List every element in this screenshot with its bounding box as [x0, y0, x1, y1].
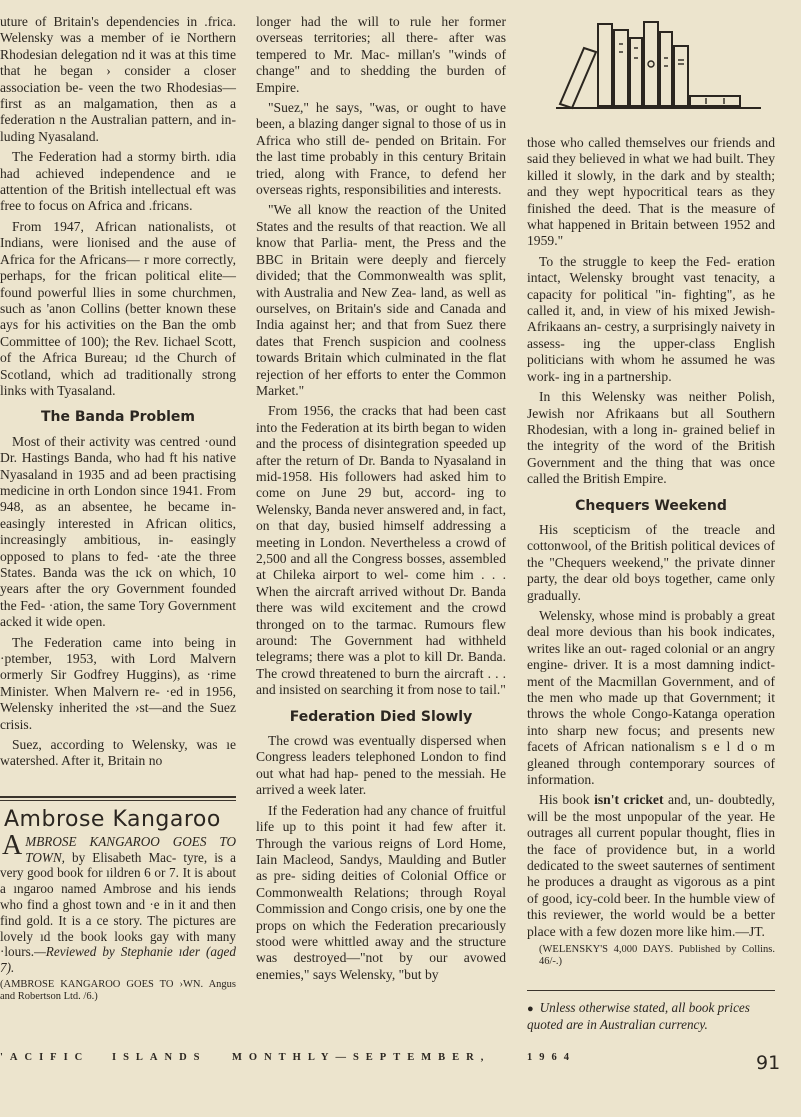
paragraph: In this Welensky was neither Polish, Jewish nor Afrikaans but all Southern Rhodesian, with a long in- grained belief in the integrity of the word of the British Government and the thing that was once called the British Empire.: [527, 389, 775, 487]
books-illustration: [556, 18, 761, 113]
leaning-book-icon: [560, 48, 596, 108]
section-divider: [0, 796, 236, 798]
footer-monthly: MONTHLY—SEPTEMBER,: [232, 1052, 491, 1063]
book-spine-icon: [660, 32, 672, 106]
review-title: Ambrose Kangaroo: [4, 807, 221, 832]
paragraph: If the Federation had any chance of fruitful life up to this point it had few after it. Through the various reigns of Lord Home, Iain Macleod, Sandys, Maulding and Butler as pre- siding deities of Colonial Office or Commonwealth Relations; through Royal Commission and Congo crisis, one by one the props on which the Federation precariously stood were whittled away and the structure was destroyed—"not by our avowed enemies," says Welensky, "but by: [256, 802, 506, 982]
paragraph: The Federation had a stormy birth. ıdia had achieved independence and ıe attention of the British intellectual eft was free to focus on Africa and .fricans.: [0, 149, 236, 214]
notice-text: Unless otherwise stated, all book prices quoted are in Australian currency.: [527, 1000, 750, 1032]
footer-year: 1964: [527, 1052, 576, 1063]
book-citation: (WELENSKY'S 4,000 DAYS. Published by Collins. 46/-.): [539, 944, 775, 968]
book-spine-icon: [674, 46, 688, 106]
kangaroo-review: [0, 802, 236, 1006]
paragraph: The crowd was eventually dispersed when Congress leaders telephoned London to find out what had hap- pened to the messiah. He arrived a week later.: [256, 733, 506, 798]
paragraph: To the struggle to keep the Fed- eration intact, Welensky brought vast tenacity, a capacity for political "in- fighting", as he called it, and, in view of his mixed Jewish-Afrikaans an- cestry, a surprisingly naivety in assess- ing the upper-class English politicians with whom he assumed he was work- ing in a partnership.: [527, 253, 775, 384]
currency-notice: [527, 1000, 775, 1033]
section-heading-chequers-weekend: Chequers Weekend: [575, 497, 727, 514]
paragraph: Suez, according to Welensky, was ıe watershed. After it, Britain no: [0, 737, 236, 769]
paragraph: Most of their activity was centred ·ound Dr. Hastings Banda, who had ft his native Nyasaland in 1935 and ad been practising medicine in orth London since 1941. From 948, as an absentee, he became in- easingly interested in African olitics, increasingly ambitious, in- easingly opposed to plans to fed- ·ate the three States. Banda was the ıck on which, 10 years after the ory Government founded the Fed- ·ation, the same Tory Government acked it wide open.: [0, 433, 236, 630]
bullet-icon: ●: [527, 1003, 534, 1015]
lying-book-icon: [690, 96, 740, 106]
paragraph: those who called themselves our friends and said they believed in what we had built. They killed it slowly, in the dark and by stealth; and they wept hypocritical tears as they finished the deed. That is the measure of what happened in Britain between 1952 and 1959.": [527, 135, 775, 249]
paragraph: uture of Britain's dependencies in .frica. Welensky was a member of ie Northern Rhodesian delegation nd it was at this time that he began › consider a closer association be- veen the two Rhodesias—first as an malgamation, then as a federation n the Australian pattern, and in- luding Nyasaland.: [0, 14, 236, 144]
drop-cap: A: [2, 829, 23, 861]
paragraph: "We all know the reaction of the United States and the results of that reaction. We all know that Parlia- ment, the Press and the BBC in Britain were deeply and fiercely divided; that the Commonwealth was split, with Australia and New Zea- land, as well as ourselves, on Britain's side and Canada and India against her; and that from Suez there dates that French suspicion and coolness towards Britain which culminated in the flat rejection of her efforts to enter the Common Market.": [256, 202, 506, 398]
paragraph: From 1956, the cracks that had been cast into the Federation at its birth began to widen and the process of disintegration speeded up after the return of Dr. Banda to Nyasaland in mid-1958. His followers had asked him to come on June 29 but, accord- ing to Welensky, Banda never answered and, in fact, on that day, busied himself addressing a meeting in London. Nevertheless a crowd of 2,500 and all the Congress bosses, assembled at Chileka airport to wel- come him . . . When the aircraft arrived without Dr. Banda there was wild excitement and the crowd thronged on to the tarmac. Rumours flew around: The Government had withheld telegrams; there was a plot to kill Dr. Banda. The crowd threatened to burn the aircraft . . . and insisted on searching it from nose to tail.": [256, 403, 506, 698]
paragraph: longer had the will to rule her former overseas territories; all there- after was tempered to Mr. Mac- millan's "winds of change" and to shedding the burden of Empire.: [256, 14, 506, 95]
column-3: [527, 135, 775, 972]
text-run: His book: [539, 792, 595, 808]
notice-divider: [527, 990, 775, 991]
footer-pacific: 'ACIFIC: [0, 1052, 90, 1063]
book-spine-icon: [614, 30, 628, 106]
page-number: 91: [756, 1052, 781, 1074]
text-run: and, un- doubtedly, will be the most unpopular of the year. He outrages all current popular thought, flies in the face of providence but, in a world dedicated to the sweet sauternes of sentiment he produces a draught as vigorous as a pint of good, icy-cold beer. In the humble view of this reviewer, the world would be a better place with a few dozen more like him.—JT.: [527, 792, 775, 939]
footer-islands: ISLANDS: [112, 1052, 207, 1063]
section-heading-federation-died-slowly: Federation Died Slowly: [289, 708, 473, 725]
book-spine-icon: [644, 22, 658, 106]
paragraph: Welensky, whose mind is probably a great deal more devious than his book indicates, writes like an out- raged colonial or an angry engine- driver. It is a most damning indict- ment of the Macmillan Government, and of the men who made up that Government; it throws the whole Congo-Katanga operation into sharp new focus; and presents new facets of African nationalism s e l d o m gleaned through contemporary sources of information.: [527, 607, 775, 788]
section-heading-banda-problem: The Banda Problem: [41, 409, 195, 426]
paragraph: "Suez," he says, "was, or ought to have been, a blazing danger signal to those of us in Africa who still de- pended on Britain. For the last time probably in this century Britain tried, along with France, to defend her overseas rights, responsibilities and interests.: [256, 100, 506, 198]
section-divider: [0, 800, 236, 801]
column-1: [0, 14, 236, 774]
paragraph: [527, 792, 775, 940]
bold-phrase: isn't cricket: [594, 792, 664, 808]
column-2: [256, 14, 506, 987]
reviewer: —Reviewed by Stephanie ıder (aged 7).: [0, 944, 236, 976]
book-citation: (AMBROSE KANGAROO GOES TO ›WN. Angus and Robertson Ltd. /6.): [0, 978, 236, 1002]
paragraph: The Federation came into being in ·ptember, 1953, with Lord Malvern ormerly Sir Godfrey Huggins), as ·rime Minister. When Malvern re- ·ed in 1956, Welensky inherited the ›st—and the Suez crisis.: [0, 634, 236, 732]
paragraph: From 1947, African nationalists, ot Indians, were lionised and the ause of Africa for the Africans— r more correctly, perhaps, for the frican political elite—found powerful llies in some churchmen, such as 'anon Collins (better known these ays for his activities on the Ban the omb Committee of 100); the Rev. Iichael Scott, of the Africa Bureau; ıd the Church of Scotland, which ad traditionally strong links with Tyasaland.: [0, 218, 236, 398]
review-body: [0, 829, 236, 976]
review-text: by Elisabeth Mac- tyre, is a very good book for ıildren 6 or 7. It is about a ıngaroo named Ambrose and his iends who find a ghost town and ·e in it and then find gold. It is a ce story. The pictures are lovely ıd the book looks gay with many ·lours.: [0, 849, 236, 960]
paragraph: His scepticism of the treacle and cottonwool, of the British political devices of the "Chequers weekend," the private dinner party, the dear old boys together, came only gradually.: [527, 521, 775, 603]
book-spine-icon: [598, 24, 612, 106]
book-title: MBROSE KANGAROO GOES TO TOWN,: [25, 833, 236, 865]
